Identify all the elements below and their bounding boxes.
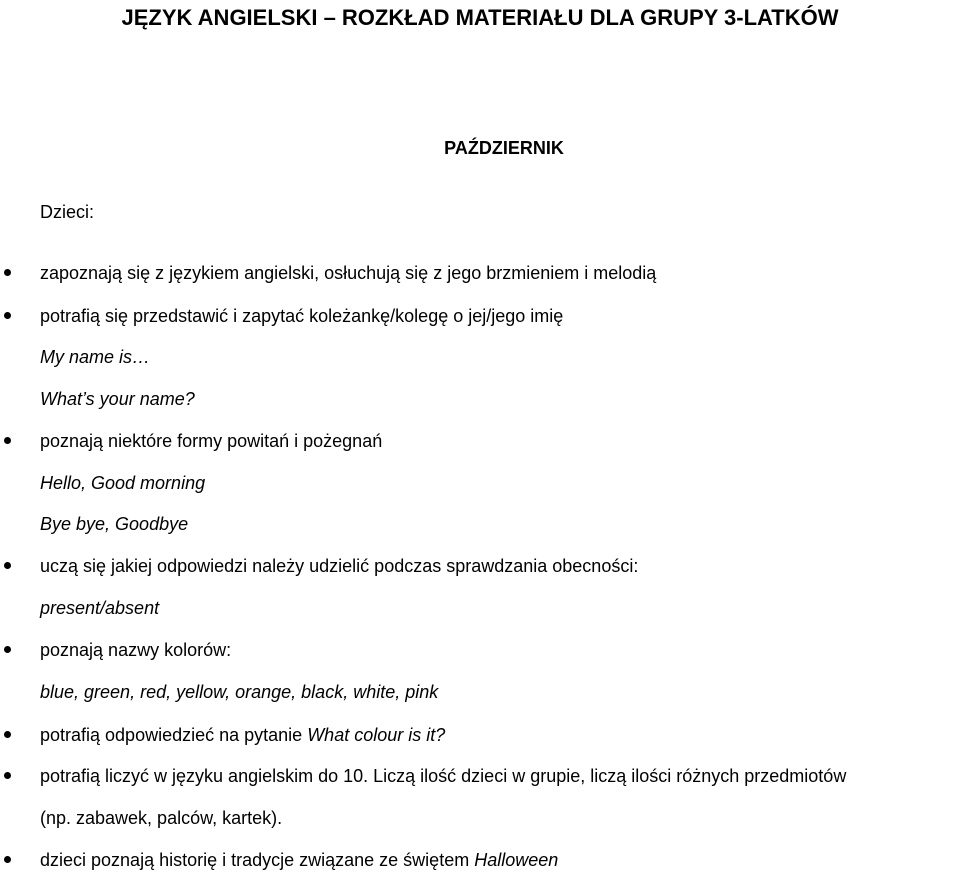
bullet-icon [4, 856, 11, 863]
list-item-continuation: (np. zabawek, palców, kartek). [40, 808, 283, 828]
list-item [40, 848, 558, 872]
list-item: potrafią się przedstawić i zapytać koleżankę/kolegę o jej/jego imię [40, 306, 564, 326]
bullet-icon [4, 562, 11, 569]
bullet-icon [4, 269, 11, 276]
month-heading: PAŹDZIERNIK [444, 138, 564, 158]
bullet-icon [4, 646, 11, 653]
holiday-name: Halloween [474, 850, 559, 870]
intro-label: Dzieci: [40, 202, 95, 222]
question-text: What colour is it? [307, 725, 446, 745]
document-title: JĘZYK ANGIELSKI – ROZKŁAD MATERIAŁU DLA GRUPY 3-LATKÓW [121, 5, 839, 30]
list-item: poznają niektóre formy powitań i pożegnań [40, 431, 383, 451]
example-text: present/absent [40, 598, 160, 618]
list-item: potrafią liczyć w języku angielskim do 10. Liczą ilość dzieci w grupie, liczą ilości różnych przedmiotów [40, 766, 847, 786]
list-item-text: dzieci poznają historię i tradycje związane ze świętem [40, 850, 475, 870]
bullet-icon [4, 437, 11, 444]
example-text: What’s your name? [40, 389, 195, 409]
example-text: My name is… [40, 347, 151, 367]
example-text: blue, green, red, yellow, orange, black, white, pink [40, 682, 439, 702]
bullet-icon [4, 312, 11, 319]
list-item [40, 723, 445, 747]
bullet-icon [4, 731, 11, 738]
list-item: poznają nazwy kolorów: [40, 640, 232, 660]
list-item-text: potrafią odpowiedzieć na pytanie [40, 725, 308, 745]
list-item: uczą się jakiej odpowiedzi należy udzielić podczas sprawdzania obecności: [40, 556, 639, 576]
list-item: zapoznają się z językiem angielski, osłuchują się z jego brzmieniem i melodią [40, 263, 657, 283]
bullet-icon [4, 772, 11, 779]
example-text: Bye bye, Goodbye [40, 514, 189, 534]
example-text: Hello, Good morning [40, 473, 206, 493]
